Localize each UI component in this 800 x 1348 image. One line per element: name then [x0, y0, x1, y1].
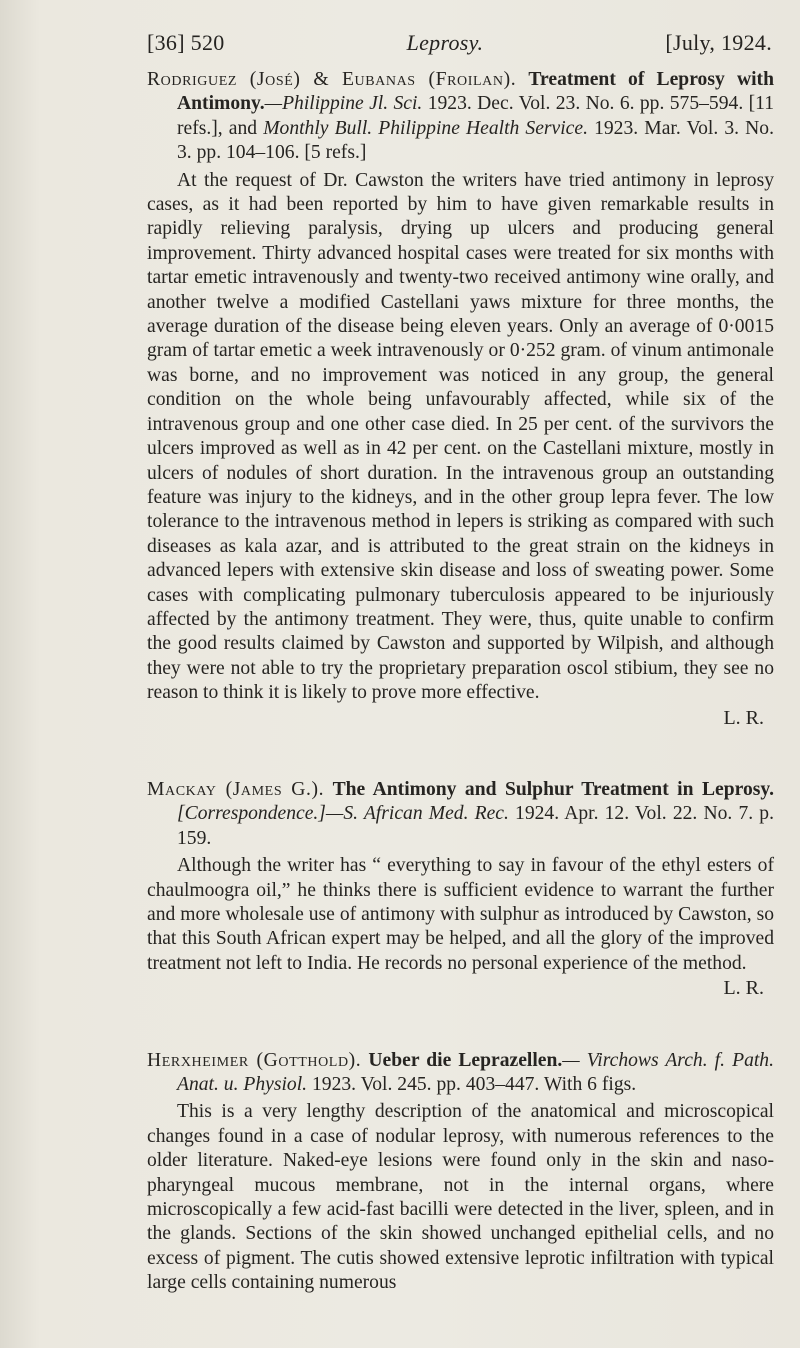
running-title: Leprosy. [406, 30, 484, 55]
abstract-entry [147, 778, 774, 1001]
article-title: The Antimony and Sulphur Treatment in Leprosy. [332, 778, 775, 800]
citation [147, 778, 774, 851]
article-title: Ueber die Leprazellen. [368, 1049, 563, 1071]
reviewer-signature: L. R. [723, 706, 764, 729]
journal-name-secondary: Monthly Bull. Philippine Health Service. [263, 117, 588, 139]
journal-name: [Correspondence.]—S. African Med. Rec. [177, 803, 509, 825]
author-name: Rodriguez (José) & Eubanas (Froilan). [147, 69, 517, 90]
abstract-body: This is a very lengthy description of the anatomical and microscopical changes found in a case of nodular leprosy, with numerous references to the older literature. Naked-eye lesions were found only in the skin and naso-pharyngeal mucous membrane, not in the internal organs, where microscopically a few acid-fast bacilli were detected in the liver, spleen, and in the glands. Sections of the skin showed unchanged epithelial cells, and no excess of pigment. The cutis showed extensive leprotic infiltration with typical large cells containing numerous [147, 1101, 774, 1294]
citation-details: 1924. Apr. 12. Vol. 22. No. 7. p. 159. [177, 803, 774, 849]
abstract-entry [147, 1049, 774, 1296]
reviewer-signature: L. R. [723, 977, 764, 1000]
page-reference: [36] 520 [147, 30, 225, 55]
citation [147, 1049, 774, 1098]
journal-name: — Virchows Arch. f. Path. Anat. u. Physiol. [177, 1049, 774, 1096]
citation-details: 1923. Dec. Vol. 23. No. 6. pp. 575–594. [11 refs.], and [177, 93, 774, 139]
author-name: Herxheimer (Gotthold). [147, 1049, 362, 1071]
issue-date: [July, 1924. [665, 30, 772, 55]
abstract-entry [147, 68, 774, 730]
abstract-body: Although the writer has “ everything to say in favour of the ethyl esters of chaulmoogra oil,” he thinks there is sufficient evidence to warrant the further and more wholesale use of antimony with sulphur as introduced by Cawston, so that this South African expert may be helped, and all the glory of the improved treatment not left to India. He records no personal experience of the method. [147, 855, 774, 974]
journal-name: —Philippine Jl. Sci. [264, 93, 423, 115]
citation-details-secondary: 1923. Mar. Vol. 3. No. 3. pp. 104–106. [5 refs.] [177, 117, 775, 164]
article-title: Treatment of Leprosy with Antimony. [177, 69, 774, 115]
citation [147, 68, 774, 166]
abstracts-column [147, 68, 774, 1344]
citation-details: 1923. Vol. 245. pp. 403–447. With 6 figs. [307, 1074, 637, 1096]
abstract-body: At the request of Dr. Cawston the writers have tried antimony in leprosy cases, as it had been reported by him to have given remarkable results in rapidly relieving paralysis, drying up ulcers and producing general improvement. Thirty advanced hospital cases were treated for six months with tartar emetic intravenously and twenty-two received antimony wine orally, and another twelve a modified Castellani yaws mixture for three months, the average duration of the disease being eleven years. Only an average of 0·0015 gram of tartar emetic a week intravenously or 0·252 gram. of vinum antimonale was borne, and no improvement was noticed in any group, the general condition on the whole being unfavourably affected, while six of the intravenous group and one other case died. In 25 per cent. of the survivors the ulcers improved as well as in 42 per cent. on the Castellani mixture, mostly in ulcers of nodules of short duration. In the intravenous group an outstanding feature was injury to the kidneys, and in the other group lepra fever. The low tolerance to the intravenous method in lepers is striking as compared with such diseases as kala azar, and is attributed to the great strain on the kidneys in advanced lepers with extensive skin disease and loss of sweating power. Some cases with complicating pulmonary tuberculosis appeared to be injuriously affected by the antimony treatment. They were, thus, quite unable to confirm the good results claimed by Cawston and supported by Wilpish, and although they were not able to try the proprietary preparation oscol stibium, they see no reason to think it is likely to prove more effective. [147, 169, 774, 704]
page-header [147, 30, 772, 56]
author-name: Mackay (James G.). [147, 778, 325, 800]
